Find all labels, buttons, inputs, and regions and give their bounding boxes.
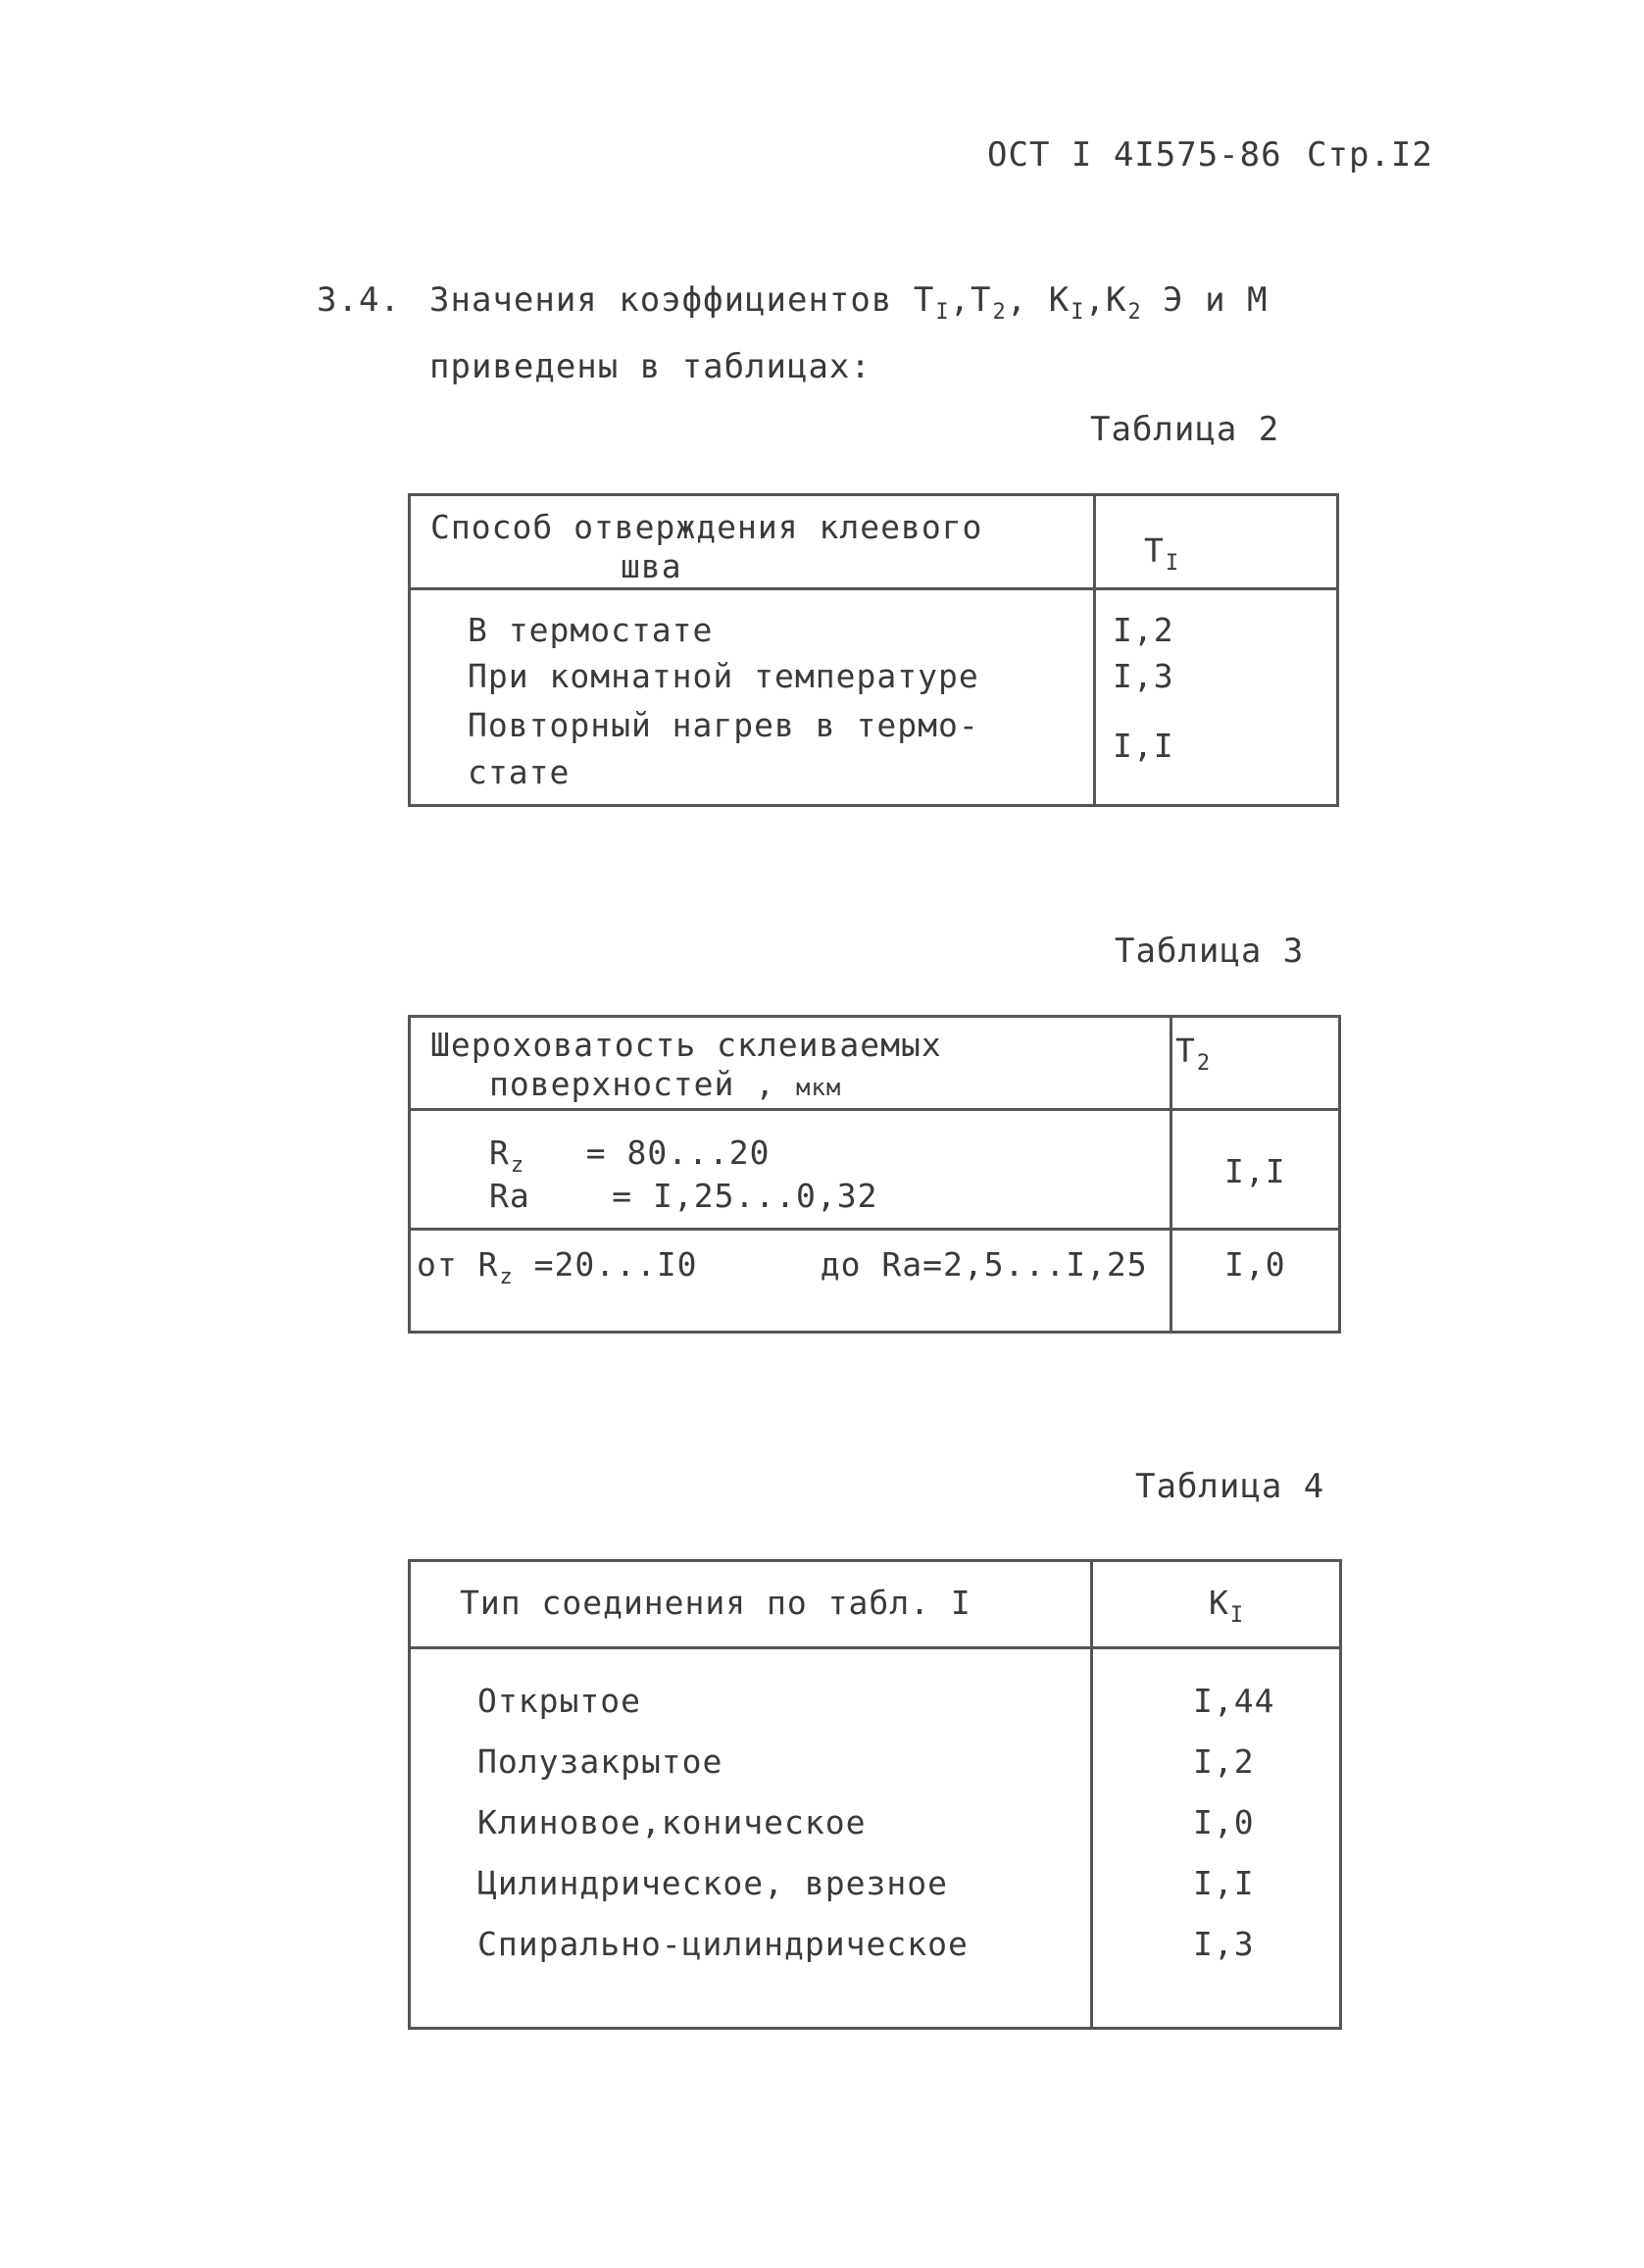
table2-row3-label-cont: стате — [468, 753, 571, 791]
table4-row3-label: Клиновое,коническое — [477, 1803, 867, 1841]
section-line-1: Значения коэффициентов $T_I,T_2$, $K_I,K_2$ Э и М — [429, 280, 1269, 325]
table3-header-col1-line2 — [489, 1065, 841, 1103]
table4-row3-value: I,0 — [1193, 1803, 1255, 1841]
table4-row1-value: I,44 — [1193, 1682, 1275, 1720]
table3-row2-to: до Ra=2,5...I,25 — [820, 1245, 1148, 1284]
table2-row3-value: I,I — [1113, 727, 1174, 765]
table3-row2-value: I,0 — [1224, 1245, 1286, 1284]
coef-t1: $T_I$ — [913, 280, 950, 325]
table4-row2-label: Полузакрытое — [477, 1742, 723, 1781]
table2-row2-label: При комнатной температуре — [468, 657, 979, 695]
table2-header-col1-line1: Способ отверждения клеевого — [430, 508, 983, 546]
table4-row2-value: I,2 — [1193, 1742, 1255, 1781]
section-number: 3.4. — [317, 280, 401, 320]
table-2 — [408, 493, 1339, 807]
table4-row5-label: Спирально-цилиндрическое — [477, 1925, 969, 1963]
coef-k2: $K_2$ — [1105, 280, 1142, 325]
table3-header-col1-line1: Шероховатость склеиваемых — [430, 1026, 942, 1064]
table4-header-col1: Тип соединения по табл. I — [460, 1584, 971, 1622]
table4-header-col2: $K_I$ — [1209, 1584, 1245, 1628]
table3-rz-range: = 80...20 — [585, 1134, 771, 1172]
table4-row1-label: Открытое — [477, 1682, 641, 1720]
table4-caption: Таблица 4 — [1135, 1467, 1325, 1506]
section-line-2: приведены в таблицах: — [429, 347, 872, 386]
table2-row3-label: Повторный нагрев в термо- — [468, 706, 979, 744]
table3-caption: Таблица 3 — [1115, 932, 1305, 971]
table-4 — [408, 1559, 1342, 2030]
table2-row2-value: I,3 — [1113, 657, 1174, 695]
table-3 — [408, 1015, 1341, 1334]
document-code: ОСТ I 4I575-86 — [987, 135, 1282, 175]
table2-caption: Таблица 2 — [1090, 410, 1280, 449]
table3-row2-range: =20...I0 — [533, 1245, 698, 1284]
table2-row1-value: I,2 — [1113, 611, 1174, 649]
table2-header-col1-line2: шва — [621, 547, 682, 585]
coef-k1: $K_I$ — [1048, 280, 1085, 325]
table3-header-col2: $T_2$ — [1175, 1032, 1212, 1076]
table3-row1-line2: Ra = I,25...0,32 — [489, 1177, 878, 1215]
table4-row4-value: I,I — [1193, 1864, 1255, 1902]
table2-header-col2: $T_I$ — [1144, 531, 1180, 576]
section-intro-text: Значения коэффициентов — [429, 280, 893, 320]
table4-row4-label: Цилиндрическое, врезное — [477, 1864, 948, 1902]
section-tail: Э и М — [1163, 280, 1269, 320]
table3-ra-range: = I,25...0,32 — [612, 1177, 878, 1215]
table4-row5-value: I,3 — [1193, 1925, 1255, 1963]
page-number: Стр.I2 — [1307, 135, 1433, 175]
table3-row1-line1: $R_z$ = 80...20 — [489, 1134, 771, 1178]
table2-row1-label: В термостате — [468, 611, 714, 649]
table3-header-unit: мкм — [796, 1074, 842, 1101]
table3-row2-label: от $R_z =20...I0$ до Ra=2,5...I,25 — [417, 1245, 1148, 1289]
table3-row1-value: I,I — [1224, 1152, 1286, 1190]
coef-t2: $T_2$ — [971, 280, 1007, 325]
table3-header-col1-text: поверхностей , — [489, 1065, 776, 1103]
